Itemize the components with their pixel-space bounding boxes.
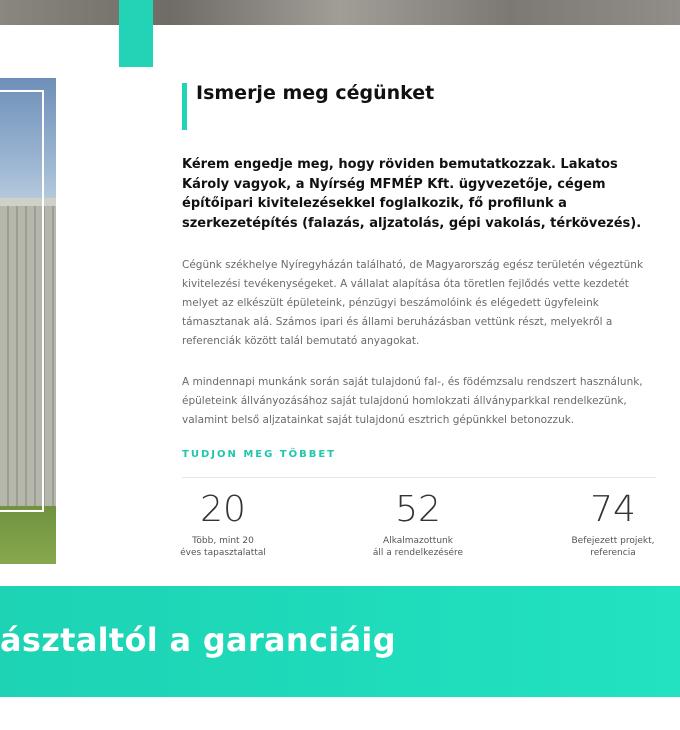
stat-years-experience [153,488,293,559]
header-background-image [0,0,680,25]
stat-label-line: éves tapasztalattal [180,548,266,558]
stat-label [543,535,680,559]
photo-frame-outline [0,90,44,512]
stat-label-line: referencia [590,548,636,558]
stat-label-line: Alkalmazottunk [383,536,453,546]
intro-lead-text: Kérem engedje meg, hogy röviden bemutatkozzak. Lakatos Károly vagyok, a Nyírség MFMÉP Kft. ügyvezetője, cégem építőipari kivitelezésekkel foglalkozik, fő profilunk a szerkezetépítés (falazás, aljzatolás, gépi vakolás, térkövezés). [182,157,642,231]
slogan-banner [0,586,680,697]
section-heading-block [182,80,482,107]
stat-label-line: Befejezett projekt, [571,536,655,546]
section-heading: Ismerje meg cégünket [196,82,435,104]
stat-label [153,535,293,559]
stat-number: 20 [200,489,246,530]
body-paragraph: A mindennapi munkánk során saját tulajdonú fal-, és födémzsalu rendszert használunk, épületeink állványozásához saját tulajdonú homlokzati állványparkkal rendelkezünk, valamint belső aljzatainkat saját tulajdonú esztrich gépünkkel betonozzuk. [182,376,643,426]
banner-slogan-text: ásztaltól a garanciáig [0,621,396,659]
stats-divider [182,477,656,478]
stat-number: 52 [395,489,441,530]
body-paragraph: Cégünk székhelye Nyíregyházán található, de Magyarország egész területén végeztünk kivitelezési tevékenységeket. A vállalat alapítása óta töretlen fejlődés vette kezdetét melyet az elkészült épületeink, pénzügyi beszámolóink és elégedett ügyfeleink támasztanak alá. Számos ipari és állami beruházásban vettünk részt, melyekről a referenciák között talál bemutató anyagokat. [182,259,644,347]
stat-employees [348,488,488,559]
stat-completed-projects [543,488,680,559]
heading-accent-bar [182,83,187,130]
stat-label-line: áll a rendelkezésére [372,548,464,558]
learn-more-link[interactable]: TUDJON MEG TÖBBET [182,449,337,460]
stat-label-line: Több, mint 20 [192,536,254,546]
stat-label [348,535,488,559]
accent-block [119,0,153,67]
stat-number: 74 [590,489,636,530]
